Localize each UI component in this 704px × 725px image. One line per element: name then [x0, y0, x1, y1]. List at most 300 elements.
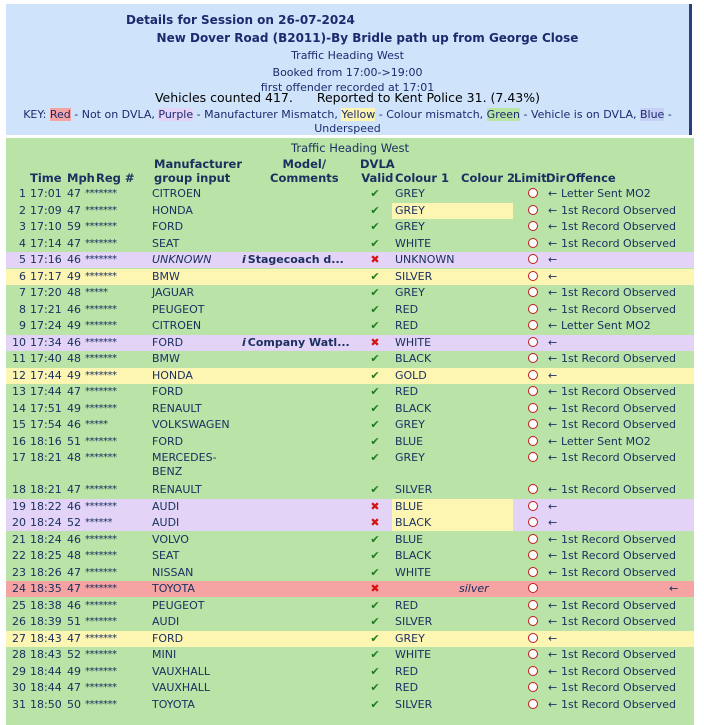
row-registration: ******* — [85, 320, 117, 331]
row-number: 20 — [12, 516, 26, 529]
row-speed: 49 — [67, 319, 81, 332]
dvla-valid-tick-icon: ✔ — [370, 549, 380, 562]
dvla-valid-tick-icon: ✔ — [370, 631, 380, 645]
row-colour1: BLUE — [395, 434, 424, 448]
row-colour1: GREY — [392, 203, 513, 219]
row-number: 7 — [19, 286, 26, 299]
speed-limit-icon — [528, 633, 540, 645]
row-colour1: UNKNOWN — [395, 253, 455, 266]
row-colour1: BLACK — [395, 549, 432, 562]
dvla-valid-tick-icon: ✔ — [370, 302, 380, 316]
dvla-valid-tick-icon: ✔ — [370, 401, 380, 415]
row-time: 18:16 — [30, 434, 62, 448]
row-number: 16 — [12, 434, 26, 448]
row-manufacturer: JAGUAR — [152, 286, 195, 299]
row-speed: 49 — [67, 664, 81, 678]
dvla-valid-tick-icon: ✔ — [370, 615, 380, 628]
row-manufacturer: MERCEDES-BENZ — [152, 451, 217, 478]
vehicles-counted: Vehicles counted 417. — [154, 90, 293, 105]
row-speed: 46 — [67, 302, 81, 316]
speed-limit-icon — [528, 403, 540, 415]
table-row[interactable] — [6, 335, 694, 351]
dvla-invalid-cross-icon: ✖ — [370, 582, 380, 595]
header-divider — [689, 4, 692, 135]
dvla-valid-tick-icon: ✔ — [370, 352, 380, 365]
speed-limit-icon — [528, 600, 540, 612]
direction-arrow-icon: ← — [548, 352, 558, 365]
direction-arrow-icon: ← — [548, 483, 558, 496]
table-row[interactable] — [6, 318, 694, 334]
speed-limit-icon — [528, 370, 540, 382]
row-time: 17:01 — [30, 187, 62, 200]
dvla-invalid-cross-icon: ✖ — [370, 516, 380, 529]
row-registration: ******* — [85, 484, 117, 495]
row-number: 26 — [12, 615, 26, 628]
direction-arrow-icon: ← — [548, 664, 558, 678]
info-icon[interactable]: i — [242, 335, 246, 349]
table-row[interactable] — [6, 252, 694, 268]
table-row[interactable] — [6, 368, 694, 384]
key-green: Green — [486, 108, 520, 121]
row-number: 12 — [12, 368, 26, 382]
table-row[interactable] — [6, 697, 694, 713]
table-row[interactable] — [6, 351, 694, 367]
table-row[interactable] — [6, 482, 694, 498]
dvla-valid-tick-icon: ✔ — [370, 286, 380, 299]
dvla-valid-tick-icon: ✔ — [370, 565, 380, 579]
colour-key: KEY: Red - Not on DVLA, Purple - Manufacturer Mismatch, Yellow - Colour mismatch, Green - Vehicle is on DVLA, Blue - Underspeed — [23, 108, 672, 135]
row-offence: 1st Record Observed — [561, 532, 676, 546]
row-model-text: Company Watl... — [247, 335, 350, 349]
row-manufacturer: HONDA — [152, 368, 193, 382]
row-manufacturer: FORD — [152, 385, 184, 398]
row-number: 15 — [12, 418, 26, 431]
row-manufacturer: PEUGEOT — [152, 302, 205, 316]
row-speed: 46 — [67, 418, 81, 431]
row-time: 18:43 — [30, 648, 62, 661]
row-model-comment[interactable] — [242, 253, 360, 267]
row-registration: ******* — [85, 336, 117, 348]
row-offence: 1st Record Observed — [561, 565, 676, 579]
row-colour1: GREY — [395, 451, 425, 464]
dvla-valid-tick-icon: ✔ — [370, 451, 380, 464]
row-time: 18:44 — [30, 664, 62, 678]
table-row[interactable] — [6, 269, 694, 285]
speed-limit-icon — [528, 517, 540, 529]
row-time: 17:17 — [30, 269, 62, 283]
row-manufacturer: RENAULT — [152, 401, 202, 415]
row-manufacturer: FORD — [152, 631, 184, 645]
row-manufacturer: VOLVO — [152, 532, 189, 546]
table-row[interactable] — [6, 401, 694, 417]
row-manufacturer: BMW — [152, 269, 180, 283]
col-mph[interactable]: Mph — [67, 171, 95, 185]
row-offence: 1st Record Observed — [561, 648, 676, 661]
row-colour1: RED — [395, 681, 419, 694]
row-number: 13 — [12, 385, 26, 398]
speed-limit-icon — [528, 238, 540, 250]
speed-limit-icon — [528, 221, 540, 233]
table-row[interactable] — [6, 647, 694, 663]
row-time: 17:10 — [30, 220, 62, 233]
table-row[interactable] — [6, 450, 694, 482]
table-row[interactable] — [6, 203, 694, 219]
table-row[interactable] — [6, 614, 694, 630]
speed-limit-icon — [528, 386, 540, 398]
row-offence: 1st Record Observed — [561, 598, 676, 612]
row-manufacturer: AUDI — [152, 615, 180, 628]
row-time: 18:50 — [30, 697, 62, 711]
speed-limit-icon — [528, 666, 540, 678]
direction-arrow-icon: ← — [548, 385, 558, 398]
direction-arrow-icon: ← — [548, 236, 558, 250]
row-registration: ******* — [85, 682, 117, 693]
table-row[interactable] — [6, 236, 694, 252]
row-time: 17:09 — [30, 203, 62, 217]
row-speed: 47 — [67, 236, 81, 250]
row-registration: ******* — [85, 402, 117, 414]
row-registration: ******* — [85, 204, 117, 216]
table-row[interactable] — [6, 631, 694, 647]
direction-arrow-icon: ← — [548, 368, 558, 382]
row-colour1: GREY — [395, 220, 425, 233]
row-time: 18:21 — [30, 483, 62, 496]
table-row[interactable] — [6, 598, 694, 614]
row-speed: 47 — [67, 631, 81, 645]
speed-limit-icon — [528, 699, 540, 711]
table-row[interactable] — [6, 499, 694, 515]
key-yellow: Yellow — [341, 108, 376, 121]
row-offence: Letter Sent MO2 — [561, 434, 651, 448]
row-time: 17:14 — [30, 236, 62, 250]
direction-arrow-icon: ← — [548, 335, 558, 349]
row-registration: ******* — [85, 500, 117, 512]
row-number: 30 — [12, 681, 26, 694]
row-number: 21 — [12, 532, 26, 546]
row-time: 17:40 — [30, 352, 62, 365]
table-row[interactable] — [6, 565, 694, 581]
row-number: 29 — [12, 664, 26, 678]
table-row[interactable] — [6, 548, 694, 564]
row-colour1: RED — [395, 302, 419, 316]
table-row[interactable] — [6, 417, 694, 433]
direction-arrow-icon: ← — [548, 681, 558, 694]
table-row[interactable] — [6, 219, 694, 235]
row-number: 3 — [19, 220, 26, 233]
dvla-valid-tick-icon: ✔ — [370, 187, 380, 200]
speed-limit-icon — [528, 436, 540, 448]
direction-arrow-icon: ← — [548, 615, 558, 628]
row-model-comment[interactable] — [242, 336, 360, 350]
dvla-valid-tick-icon: ✔ — [370, 418, 380, 431]
row-manufacturer: MINI — [152, 648, 177, 661]
row-speed: 46 — [67, 532, 81, 546]
row-registration: ******* — [85, 649, 117, 660]
row-time: 18:25 — [30, 549, 62, 562]
row-speed: 46 — [67, 499, 81, 513]
speed-limit-icon — [528, 304, 540, 316]
row-colour1: RED — [395, 319, 419, 332]
direction-arrow-icon: ← — [548, 220, 558, 233]
table-row[interactable] — [6, 515, 694, 531]
dvla-invalid-cross-icon: ✖ — [370, 499, 380, 513]
row-colour1: SILVER — [395, 269, 433, 283]
row-speed: 49 — [67, 368, 81, 382]
row-manufacturer: HONDA — [152, 203, 193, 217]
direction-arrow-icon: ← — [669, 582, 679, 595]
dvla-valid-tick-icon: ✔ — [370, 697, 380, 711]
table-row[interactable] — [6, 664, 694, 680]
row-manufacturer: UNKNOWN — [152, 253, 212, 266]
direction-arrow-icon: ← — [548, 648, 558, 661]
table-row[interactable] — [6, 302, 694, 318]
row-number: 14 — [12, 401, 26, 415]
row-offence: 1st Record Observed — [561, 418, 676, 431]
dvla-valid-tick-icon: ✔ — [370, 203, 380, 217]
speed-limit-icon — [528, 287, 540, 299]
direction-arrow-icon: ← — [548, 565, 558, 579]
speed-limit-icon — [528, 682, 540, 694]
row-number: 25 — [12, 598, 26, 612]
row-speed: 47 — [67, 483, 81, 496]
row-speed: 59 — [67, 220, 81, 233]
dvla-valid-tick-icon: ✔ — [370, 664, 380, 678]
row-speed: 47 — [67, 582, 81, 595]
traffic-direction: Traffic Heading West — [291, 49, 404, 62]
direction-arrow-icon: ← — [548, 286, 558, 299]
direction-arrow-icon: ← — [548, 631, 558, 645]
direction-arrow-icon: ← — [548, 598, 558, 612]
speed-limit-icon — [528, 501, 540, 513]
dvla-valid-tick-icon: ✔ — [370, 648, 380, 661]
row-number: 22 — [12, 549, 26, 562]
speed-limit-icon — [528, 320, 540, 332]
row-time: 17:16 — [30, 253, 62, 266]
row-offence: 1st Record Observed — [561, 385, 676, 398]
row-registration: ******* — [85, 386, 117, 397]
row-speed: 48 — [67, 352, 81, 365]
row-colour1: GREY — [395, 286, 425, 299]
row-colour1: WHITE — [395, 648, 432, 661]
row-time: 18:24 — [30, 532, 62, 546]
row-speed: 52 — [67, 516, 81, 529]
row-offence: Letter Sent MO2 — [561, 319, 651, 332]
row-manufacturer: SEAT — [152, 236, 180, 250]
col-colour1[interactable]: Colour 1 — [395, 171, 450, 185]
row-offence: 1st Record Observed — [561, 286, 676, 299]
table-row[interactable] — [6, 581, 694, 597]
speed-limit-icon — [528, 567, 540, 579]
row-manufacturer: VOLKSWAGEN — [152, 418, 230, 431]
row-manufacturer: VAUXHALL — [152, 681, 210, 694]
col-model[interactable]: Model/ Comments — [270, 157, 339, 185]
key-purple: Purple — [158, 108, 194, 121]
row-colour1: WHITE — [395, 236, 432, 250]
row-colour1: GREY — [395, 631, 425, 645]
direction-arrow-icon: ← — [548, 499, 558, 513]
col-dir[interactable]: Dir — [546, 171, 566, 185]
row-offence: 1st Record Observed — [561, 220, 676, 233]
row-number: 2 — [19, 203, 26, 217]
dvla-valid-tick-icon: ✔ — [370, 598, 380, 612]
table-row[interactable] — [6, 186, 694, 202]
direction-arrow-icon: ← — [548, 302, 558, 316]
row-manufacturer: AUDI — [152, 516, 180, 529]
row-registration: ******* — [85, 270, 117, 282]
row-colour1: GREY — [395, 418, 425, 431]
row-registration: ******* — [85, 353, 117, 364]
row-time: 17:51 — [30, 401, 62, 415]
offence-table — [6, 138, 694, 725]
row-time: 17:54 — [30, 418, 62, 431]
session-header — [6, 4, 689, 135]
row-colour1: SILVER — [395, 697, 433, 711]
row-time: 17:34 — [30, 335, 62, 349]
row-manufacturer: CITROEN — [152, 319, 202, 332]
direction-arrow-icon: ← — [548, 516, 558, 529]
row-colour1: WHITE — [395, 565, 432, 579]
row-number: 10 — [12, 335, 26, 349]
row-time: 18:21 — [30, 451, 62, 464]
speed-limit-icon — [528, 254, 540, 266]
row-number: 17 — [12, 451, 26, 464]
first-offender: first offender recorded at 17:01 — [260, 81, 435, 94]
row-manufacturer: FORD — [152, 335, 184, 349]
row-registration: ******* — [85, 221, 117, 232]
direction-arrow-icon: ← — [548, 532, 558, 546]
dvla-valid-tick-icon: ✔ — [370, 385, 380, 398]
speed-limit-icon — [528, 583, 540, 595]
speed-limit-icon — [528, 616, 540, 628]
speed-limit-icon — [528, 337, 540, 349]
col-manufacturer[interactable]: Manufacturer group input — [154, 157, 242, 185]
row-manufacturer: SEAT — [152, 549, 180, 562]
direction-arrow-icon: ← — [548, 187, 558, 200]
dvla-valid-tick-icon: ✔ — [370, 434, 380, 448]
row-registration: ******* — [85, 533, 117, 545]
row-time: 18:35 — [30, 582, 62, 595]
row-number: 18 — [12, 483, 26, 496]
row-offence: 1st Record Observed — [561, 483, 676, 496]
row-registration: ******* — [85, 435, 117, 447]
dvla-valid-tick-icon: ✔ — [370, 368, 380, 382]
row-registration: ******* — [85, 566, 117, 578]
row-speed: 47 — [67, 385, 81, 398]
speed-limit-icon — [528, 649, 540, 661]
direction-arrow-icon: ← — [548, 434, 558, 448]
row-speed: 47 — [67, 187, 81, 200]
col-time[interactable]: Time — [30, 171, 62, 185]
row-manufacturer: FORD — [152, 220, 184, 233]
row-manufacturer: CITROEN — [152, 187, 202, 200]
row-speed: 46 — [67, 335, 81, 349]
row-number: 9 — [19, 319, 26, 332]
row-colour1: RED — [395, 664, 419, 678]
row-speed: 49 — [67, 401, 81, 415]
row-number: 28 — [12, 648, 26, 661]
row-manufacturer: RENAULT — [152, 483, 202, 496]
road-name: New Dover Road (B2011)-By Bridle path up from George Close — [156, 31, 579, 45]
speed-limit-icon — [528, 419, 540, 431]
table-row[interactable] — [6, 285, 694, 301]
col-limit[interactable]: Limit — [514, 171, 547, 185]
row-speed: 50 — [67, 697, 81, 711]
row-colour2: silver — [459, 582, 489, 595]
direction-arrow-icon: ← — [548, 319, 558, 332]
table-row[interactable] — [6, 680, 694, 696]
row-registration: ******* — [85, 369, 117, 381]
row-number: 31 — [12, 697, 26, 711]
reported-count: Reported to Kent Police 31. (7.43%) — [316, 90, 541, 105]
row-colour1: BLUE — [395, 532, 424, 546]
row-colour1: BLACK — [395, 352, 432, 365]
row-time: 17:44 — [30, 368, 62, 382]
row-time: 18:44 — [30, 681, 62, 694]
row-manufacturer: NISSAN — [152, 565, 194, 579]
row-number: 27 — [12, 631, 26, 645]
col-offence[interactable]: Offence — [566, 171, 616, 185]
direction-arrow-icon: ← — [548, 269, 558, 283]
row-offence: 1st Record Observed — [561, 401, 676, 415]
row-number: 6 — [19, 269, 26, 283]
row-registration: ******* — [85, 303, 117, 315]
row-manufacturer: TOYOTA — [152, 697, 195, 711]
row-registration: ****** — [85, 517, 112, 528]
row-number: 8 — [19, 302, 26, 316]
row-time: 17:24 — [30, 319, 62, 332]
row-speed: 47 — [67, 565, 81, 579]
speed-limit-icon — [528, 452, 540, 464]
row-registration: ******* — [85, 188, 117, 199]
col-colour2[interactable]: Colour 2 — [461, 171, 516, 185]
row-registration: ******* — [85, 452, 117, 463]
direction-arrow-icon: ← — [548, 203, 558, 217]
dvla-invalid-cross-icon: ✖ — [370, 335, 380, 349]
col-reg[interactable]: Reg # — [96, 171, 135, 185]
table-row[interactable] — [6, 532, 694, 548]
dvla-valid-tick-icon: ✔ — [370, 532, 380, 546]
row-offence: 1st Record Observed — [561, 451, 676, 464]
table-row[interactable] — [6, 434, 694, 450]
row-time: 18:26 — [30, 565, 62, 579]
row-registration: ******* — [85, 583, 117, 594]
dvla-invalid-cross-icon: ✖ — [370, 253, 380, 266]
row-speed: 47 — [67, 681, 81, 694]
row-speed: 48 — [67, 549, 81, 562]
col-dvla-valid[interactable]: DVLA Valid — [360, 157, 395, 185]
speed-limit-icon — [528, 271, 540, 283]
dvla-valid-tick-icon: ✔ — [370, 483, 380, 496]
key-red: Red — [49, 108, 71, 121]
row-time: 18:38 — [30, 598, 62, 612]
row-model-text: Stagecoach d... — [247, 253, 344, 266]
speed-limit-icon — [528, 534, 540, 546]
speed-limit-icon — [528, 550, 540, 562]
table-row[interactable] — [6, 384, 694, 400]
row-offence: 1st Record Observed — [561, 664, 676, 678]
direction-arrow-icon: ← — [548, 451, 558, 464]
row-manufacturer: PEUGEOT — [152, 598, 205, 612]
direction-arrow-icon: ← — [548, 418, 558, 431]
row-offence: 1st Record Observed — [561, 697, 676, 711]
speed-limit-icon — [528, 188, 540, 200]
row-time: 17:44 — [30, 385, 62, 398]
info-icon[interactable]: i — [242, 253, 246, 266]
speed-limit-icon — [528, 353, 540, 365]
speed-limit-icon — [528, 205, 540, 217]
direction-arrow-icon: ← — [548, 401, 558, 415]
row-registration: ******* — [85, 254, 117, 265]
